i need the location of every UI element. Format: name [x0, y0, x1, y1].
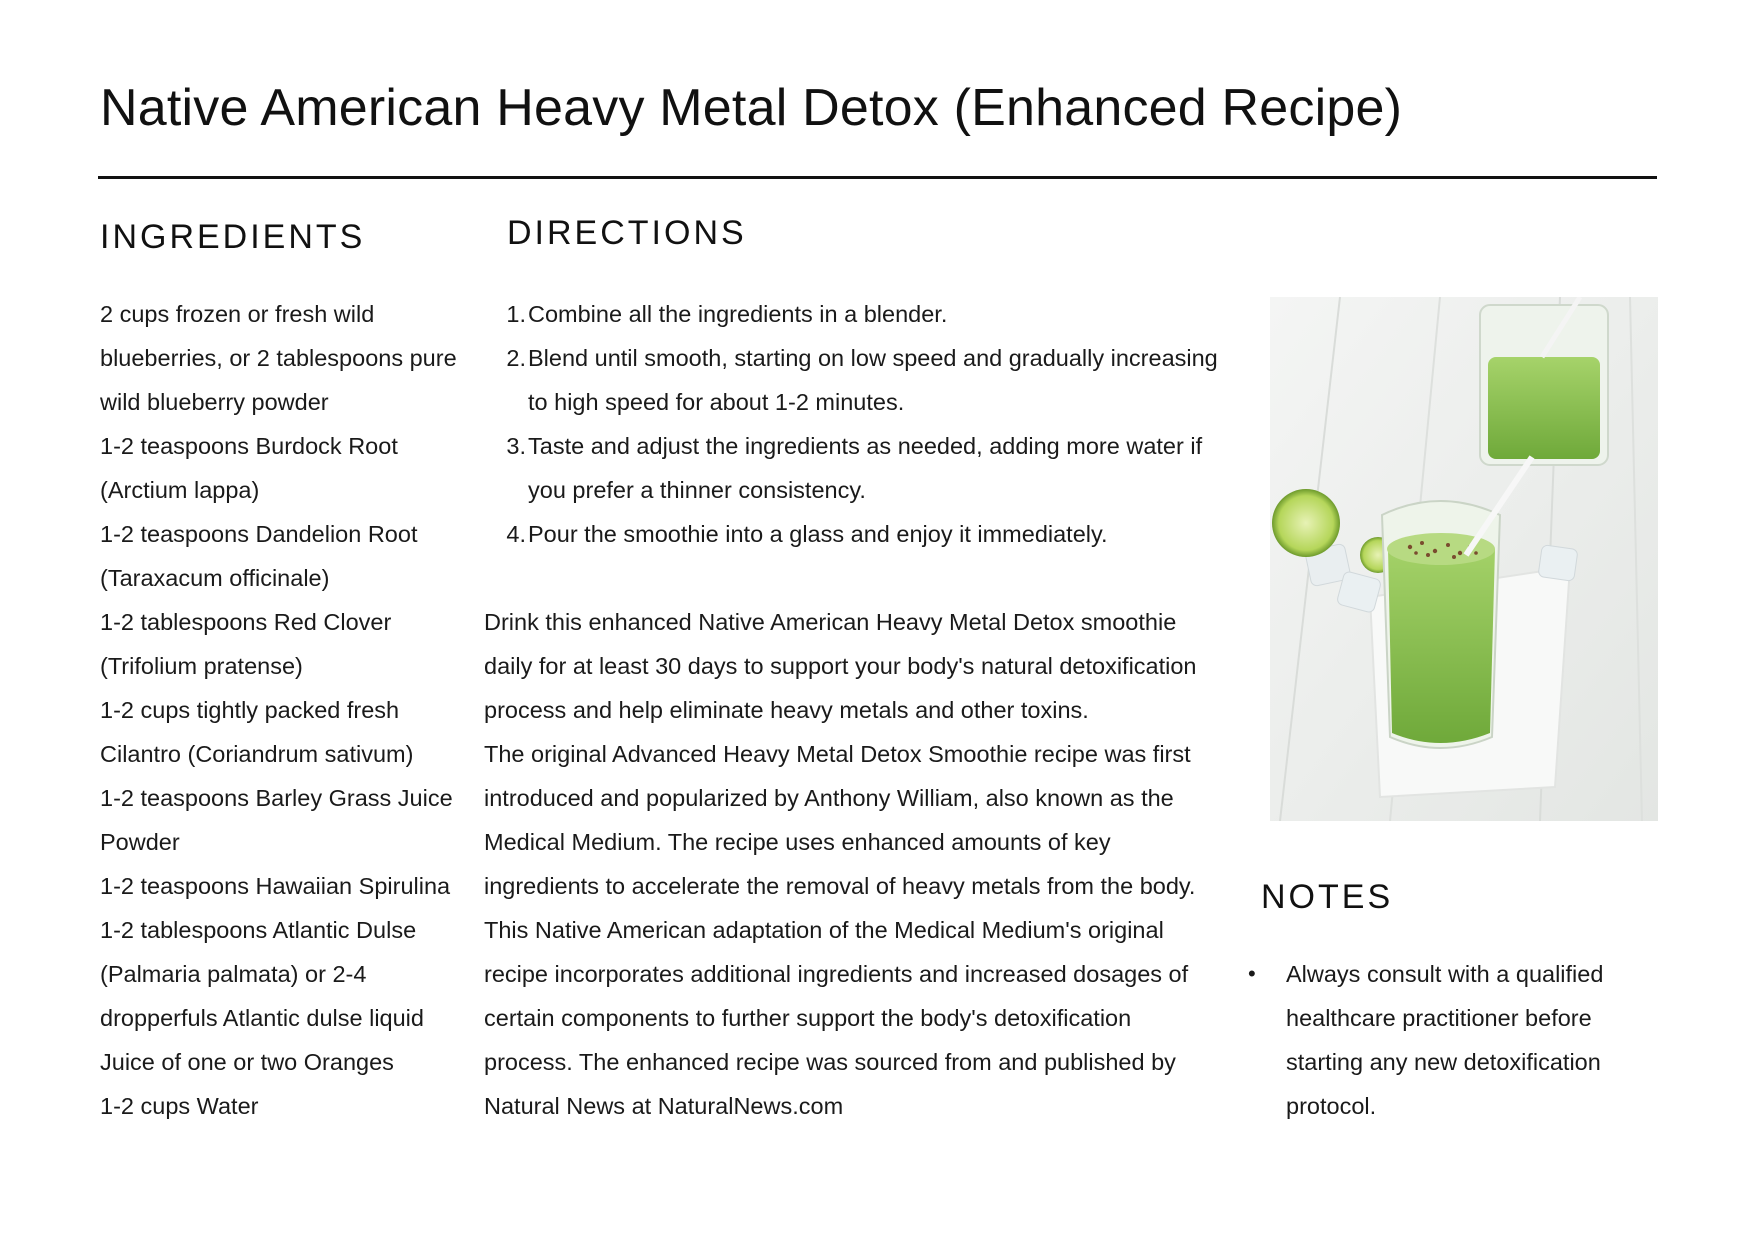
step-number: 1. — [506, 301, 526, 327]
note-text: Always consult with a qualified healthcare practitioner before starting any new detoxification protocol. — [1286, 961, 1604, 1119]
ingredient-item: 1-2 tablespoons Red Clover (Trifolium pratense) — [100, 609, 392, 679]
direction-step — [484, 424, 1224, 512]
ingredient-item: 1-2 teaspoons Barley Grass Juice Powder — [100, 785, 453, 855]
step-text: Pour the smoothie into a glass and enjoy it immediately. — [528, 521, 1108, 547]
directions-heading: DIRECTIONS — [507, 214, 747, 252]
step-text: Taste and adjust the ingredients as needed, adding more water if you prefer a thinner consistency. — [528, 433, 1203, 503]
ingredient-item: 1-2 cups tightly packed fresh Cilantro (Coriandrum sativum) — [100, 697, 414, 767]
ingredient-item: 1-2 teaspoons Burdock Root (Arctium lappa) — [100, 433, 398, 503]
notes-list — [1244, 952, 1664, 1128]
step-text: Blend until smooth, starting on low speed and gradually increasing to high speed for about 1-2 minutes. — [528, 345, 1218, 415]
ingredient-item: 1-2 tablespoons Atlantic Dulse (Palmaria palmata) or 2-4 dropperfuls Atlantic dulse liquid — [100, 917, 424, 1031]
ingredients-heading: INGREDIENTS — [100, 218, 366, 256]
directions-paragraph: This Native American adaptation of the Medical Medium's original recipe incorporates additional ingredients and increased dosages of certain components to further support the body's detoxification process. The enhanced recipe was sourced from and published by Natural News at NaturalNews.com — [484, 917, 1189, 1119]
note-item — [1244, 952, 1664, 1128]
step-text: Combine all the ingredients in a blender. — [528, 301, 948, 327]
ingredient-item: 1-2 cups Water — [100, 1093, 259, 1119]
step-number: 4. — [506, 521, 526, 547]
direction-step — [484, 292, 1224, 336]
directions-paragraph: Drink this enhanced Native American Heavy Metal Detox smoothie daily for at least 30 days to support your body's natural detoxification process and help eliminate heavy metals and other toxins. — [484, 609, 1197, 723]
ingredient-item: 2 cups frozen or fresh wild blueberries, or 2 tablespoons pure wild blueberry powder — [100, 301, 457, 415]
notes-heading: NOTES — [1261, 878, 1394, 916]
ingredient-item: 1-2 teaspoons Hawaiian Spirulina — [100, 873, 451, 899]
ingredient-item: 1-2 teaspoons Dandelion Root (Taraxacum officinale) — [100, 521, 418, 591]
step-number: 2. — [506, 345, 526, 371]
directions-notes-text — [484, 600, 1224, 1128]
page-title: Native American Heavy Metal Detox (Enhanced Recipe) — [100, 79, 1403, 137]
bullet-icon: • — [1248, 961, 1256, 986]
directions-list — [484, 292, 1224, 556]
green-smoothie-photo — [1270, 297, 1658, 821]
step-number: 3. — [506, 433, 526, 459]
direction-step — [484, 512, 1224, 556]
ingredient-item: Juice of one or two Oranges — [100, 1049, 394, 1075]
title-divider — [98, 176, 1657, 179]
direction-step — [484, 336, 1224, 424]
ingredients-list — [100, 292, 480, 1128]
directions-paragraph: The original Advanced Heavy Metal Detox Smoothie recipe was first introduced and popularized by Anthony William, also known as the Medical Medium. The recipe uses enhanced amounts of key ingredients to accelerate the removal of heavy metals from the body. — [484, 741, 1196, 899]
